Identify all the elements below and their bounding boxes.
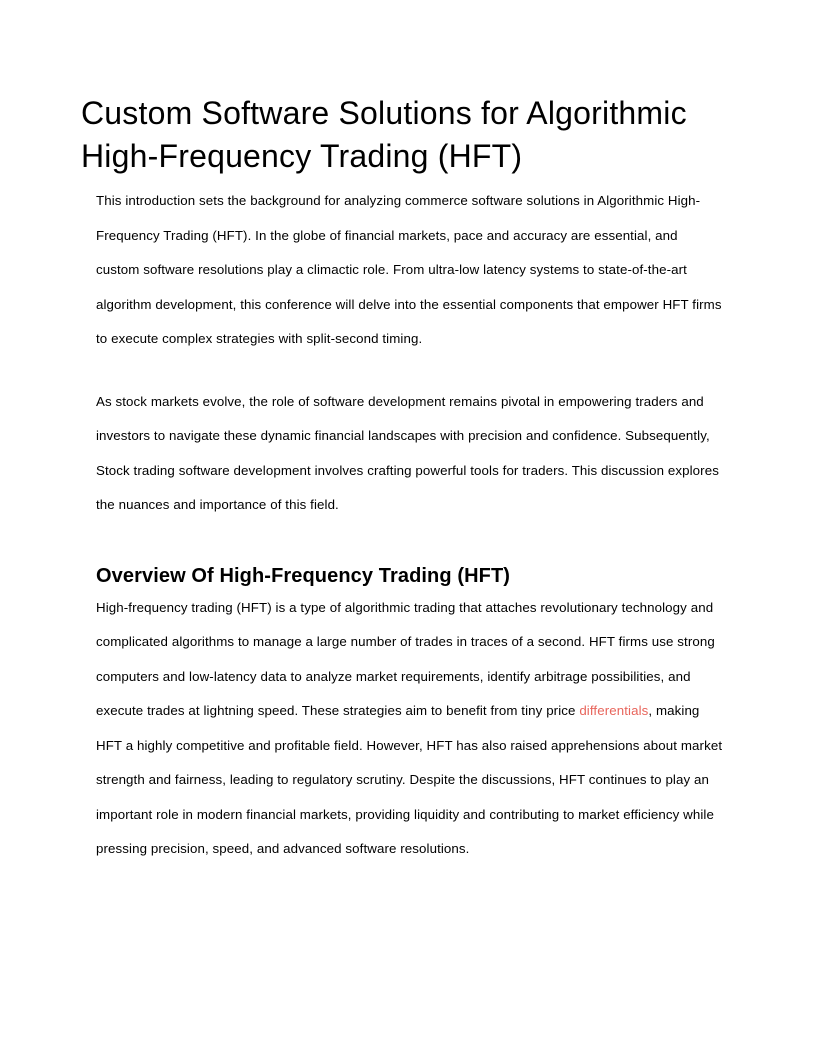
differentials-link[interactable]: differentials bbox=[579, 703, 649, 718]
document-title: Custom Software Solutions for Algorithmic High-Frequency Trading (HFT) bbox=[81, 95, 687, 174]
overview-paragraph bbox=[96, 591, 724, 867]
overview-text-after-link: , making HFT a highly competitive and profitable field. However, HFT has also raised apprehensions about market strength and fairness, leading to regulatory scrutiny. Despite the discussions, HFT continues to play an important role in modern financial markets, providing liquidity and contributing to market efficiency while pressing precision, speed, and advanced software resolutions. bbox=[96, 703, 723, 856]
overview-text-before-link: High-frequency trading (HFT) is a type of algorithmic trading that attaches revolutionary technology and complicated algorithms to manage a large number of trades in traces of a second. HFT firms use strong computers and low-latency data to analyze market requirements, identify arbitrage possibilities, and execute trades at lightning speed. These strategies aim to benefit from tiny price bbox=[96, 599, 715, 718]
overview-heading: Overview Of High-Frequency Trading (HFT) bbox=[96, 564, 511, 587]
intro-paragraph-1: This introduction sets the background for analyzing commerce software solutions in Algorithmic High-Frequency Trading (HFT). In the globe of financial markets, pace and accuracy are essential, and custom software resolutions play a climactic role. From ultra-low latency systems to state-of-the-art algorithm development, this conference will delve into the essential components that empower HFT firms to execute complex strategies with split-second timing. bbox=[96, 193, 722, 346]
intro-paragraph-2: As stock markets evolve, the role of software development remains pivotal in empowering traders and investors to navigate these dynamic financial landscapes with precision and confidence. Subsequently, Stock trading software development involves crafting powerful tools for traders. This discussion explores the nuances and importance of this field. bbox=[96, 393, 719, 512]
